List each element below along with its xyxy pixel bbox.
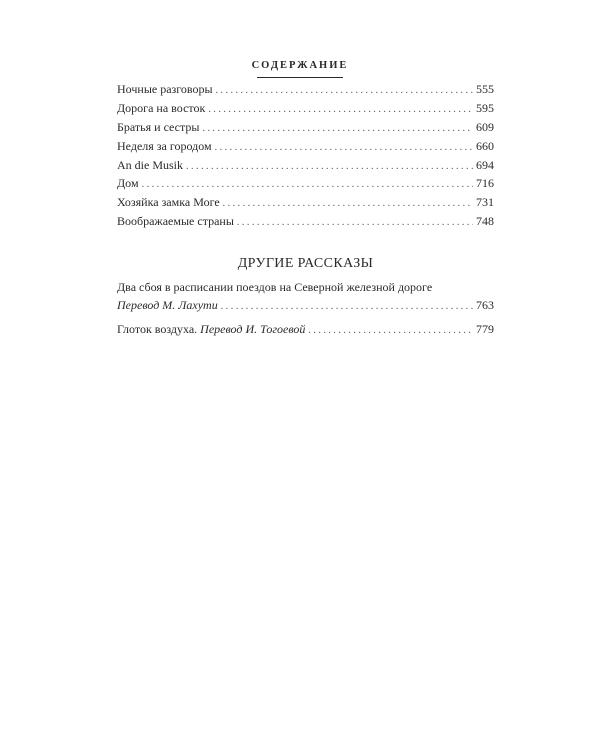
toc-entry-page: 731 bbox=[476, 195, 494, 210]
toc-entry-page: 763 bbox=[476, 297, 494, 312]
toc-entry-title: An die Musik bbox=[117, 157, 183, 172]
table-of-contents bbox=[117, 80, 494, 231]
dot-leader bbox=[216, 82, 473, 101]
other-stories-list bbox=[117, 280, 494, 339]
toc-entry-title: Глоток воздуха. bbox=[117, 322, 198, 337]
toc-entry-page: 716 bbox=[476, 176, 494, 191]
toc-entry-title: Дорога на восток bbox=[117, 100, 206, 115]
toc-entry[interactable] bbox=[117, 118, 494, 137]
toc-entry-title: Два сбоя в расписании поездов на Северной железной дороге bbox=[117, 280, 433, 294]
dot-leader bbox=[223, 195, 473, 214]
toc-entry-page: 779 bbox=[476, 322, 494, 337]
dot-leader bbox=[215, 139, 473, 158]
toc-entry-page: 748 bbox=[476, 214, 494, 229]
running-header bbox=[0, 55, 600, 78]
toc-entry-translator: Перевод И. Тогоевой bbox=[200, 322, 306, 337]
toc-entry-page: 660 bbox=[476, 138, 494, 153]
header-underline bbox=[257, 77, 343, 78]
toc-entry[interactable] bbox=[117, 137, 494, 156]
toc-entry-translator-line bbox=[117, 296, 494, 315]
toc-entry-title: Неделя за городом bbox=[117, 138, 212, 153]
toc-entry[interactable] bbox=[117, 99, 494, 118]
page-header-title: СОДЕРЖАНИЕ bbox=[251, 60, 349, 71]
toc-entry[interactable] bbox=[117, 174, 494, 193]
dot-leader bbox=[221, 298, 473, 317]
toc-entry-page: 555 bbox=[476, 82, 494, 96]
toc-entry-page: 694 bbox=[476, 157, 494, 172]
toc-entry[interactable] bbox=[117, 80, 494, 99]
toc-entry-title: Воображаемые страны bbox=[117, 214, 234, 229]
toc-entry[interactable] bbox=[117, 320, 494, 339]
dot-leader bbox=[308, 322, 473, 341]
dot-leader bbox=[186, 158, 473, 177]
toc-entry-multiline[interactable] bbox=[117, 280, 494, 314]
section-heading: ДРУГИЕ РАССКАЗЫ bbox=[237, 256, 374, 271]
dot-leader bbox=[202, 120, 473, 139]
dot-leader bbox=[237, 214, 473, 233]
toc-entry-page: 595 bbox=[476, 100, 494, 115]
dot-leader bbox=[208, 101, 473, 120]
toc-entry-page: 609 bbox=[476, 119, 494, 134]
toc-entry[interactable] bbox=[117, 156, 494, 175]
toc-entry-title: Хозяйка замка Моге bbox=[117, 195, 220, 210]
toc-entry-title: Ночные разговоры bbox=[117, 82, 213, 96]
toc-entry-title-wrap bbox=[117, 320, 305, 339]
toc-entry-title: Братья и сестры bbox=[117, 119, 200, 134]
toc-entry[interactable] bbox=[117, 193, 494, 212]
toc-entry-translator: Перевод М. Лахути bbox=[117, 297, 218, 312]
toc-entry-title: Дом bbox=[117, 176, 139, 191]
toc-entry[interactable] bbox=[117, 212, 494, 231]
